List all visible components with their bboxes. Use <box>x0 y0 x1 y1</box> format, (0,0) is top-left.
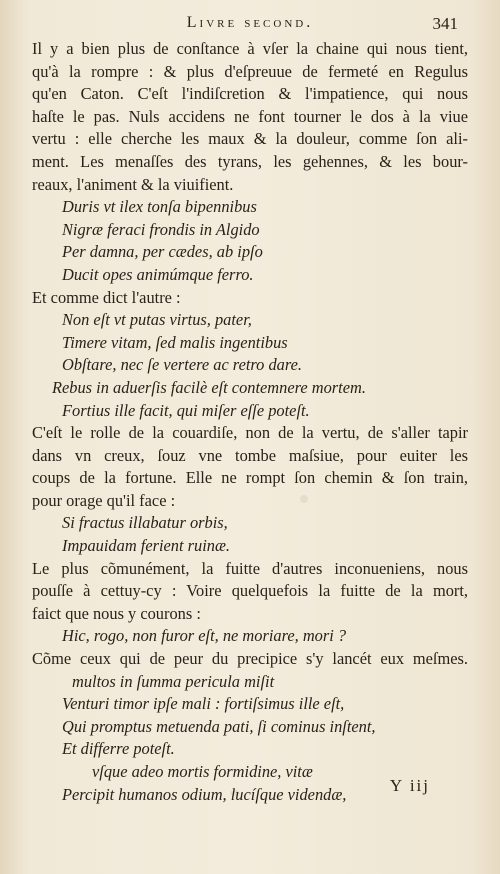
page-number: 341 <box>432 14 458 33</box>
text-line: C'eſt le rolle de la couardiſe, non de la vertu, de s'aller tapir <box>32 423 468 443</box>
verse-line: Percipit humanos odium, lucíſque videndæ, <box>62 784 347 804</box>
verse-line: Obſtare, nec ſe vertere ac retro dare. <box>62 355 303 375</box>
running-title: Livre second. <box>186 14 314 31</box>
text-line: Il y a bien plus de conſtance à vſer la chaine qui nous tient, <box>32 39 468 58</box>
text-line: haſte le pas. Nuls accidens ne font tourner le dos à la viue <box>32 106 468 126</box>
text-line: pour orage qu'il face : <box>32 490 176 510</box>
text-line: pouſſe à cettuy-cy : Voire quelquefois la fuitte de la mort, <box>32 581 468 601</box>
verse-line: Non eſt vt putas virtus, pater, <box>62 310 252 330</box>
verse-line: Per damna, per cædes, ab ipſo <box>62 242 263 262</box>
text-line: dans vn creux, ſouz vne tombe maſsiue, pour euiter les <box>32 445 468 465</box>
text-line: Cõme ceux qui de peur du precipice s'y lancét eux meſmes. <box>32 649 468 669</box>
verse-line: Duris vt ilex tonſa bipennibus <box>62 197 257 217</box>
verse-line: Qui promptus metuenda pati, ſi cominus inſtent, <box>62 716 376 736</box>
text-line: reaux, l'animent & la viuifient. <box>32 174 234 194</box>
verse-line: Nigræ feraci frondis in Algido <box>62 219 260 239</box>
text-line: Le plus cõmunément, la fuitte d'autres inconueniens, nous <box>32 558 468 578</box>
body-text <box>32 38 468 806</box>
signature-mark: Y iij <box>389 776 430 795</box>
text-line: Et comme dict l'autre : <box>32 287 181 307</box>
verse-line: Impauidam ferient ruinæ. <box>62 536 230 556</box>
verse-line: vſque adeo mortis formidine, vitæ <box>92 762 313 781</box>
verse-line: Ducit opes animúmque ferro. <box>62 264 254 284</box>
verse-line: Et differre poteſt. <box>62 739 175 759</box>
text-line: vertu : elle cherche les maux & la douleur, comme ſon ali- <box>32 129 468 149</box>
verse-line: multos in ſumma pericula miſit <box>72 671 275 691</box>
text-line: qu'en Caton. C'eſt l'indiſcretion & l'impatience, qui nous <box>32 84 468 104</box>
verse-line: Si fractus illabatur orbis, <box>62 513 228 533</box>
text-line: faict que nous y courons : <box>32 603 201 623</box>
text-line: ment. Les menaſſes des tyrans, les gehennes, & les bour- <box>32 151 468 171</box>
verse-line: Timere vitam, ſed malis ingentibus <box>62 332 288 352</box>
text-line: coups de la fortune. Elle ne rompt ſon chemin & ſon train, <box>32 468 468 488</box>
verse-line: Hic, rogo, non furor eſt, ne moriare, mori ? <box>62 626 347 646</box>
page-header <box>0 14 500 38</box>
verse-line: Rebus in aduerſis facilè eſt contemnere mortem. <box>52 377 366 397</box>
text-line: qu'à la rompre : & plus d'eſpreuue de fermeté en Regulus <box>32 61 468 81</box>
verse-line: Venturi timor ipſe mali : fortiſsimus ille eſt, <box>62 694 345 714</box>
verse-line: Fortius ille facit, qui miſer eſſe poteſt. <box>62 400 310 420</box>
